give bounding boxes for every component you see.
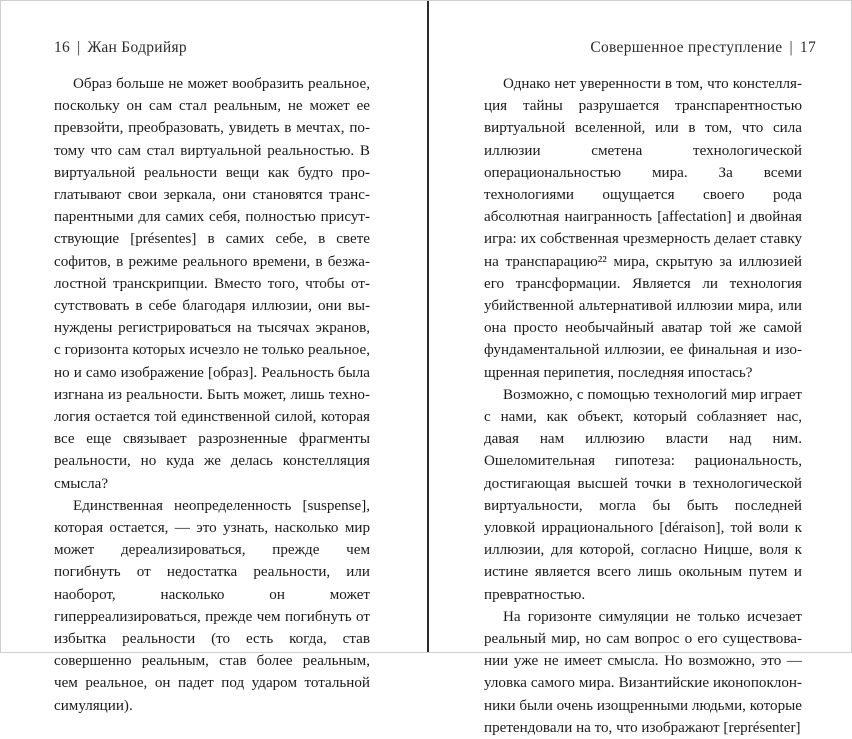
running-head-right bbox=[590, 39, 816, 57]
paragraph: На горизонте симуляции не только исчезает реальный мир, но сам вопрос о его существовании уже не имеет смысла. Но возможно, это — уловка самого мира. Византийские иконопоклонники были очень изощренными людьми, которые претендовали на то, что изображают [représenter] bbox=[484, 608, 802, 736]
running-head-left bbox=[54, 39, 187, 57]
page-body-right bbox=[484, 73, 802, 739]
page-number: 16 bbox=[54, 39, 71, 56]
page-number: 17 bbox=[799, 39, 816, 56]
page-body-left bbox=[54, 73, 370, 717]
author-name: Жан Бодрийяр bbox=[87, 39, 187, 56]
paragraph: Образ больше не может вообразить реальное, поскольку он сам стал реальным, не может ее превзойти, преобразовать, увидеть в мечтах, потому что сам стал виртуальной реальностью. В виртуальной реальности вещи как будто проглатывают свои зеркала, они становятся транспарентными для самих себя, полностью присутствующие [présentes] в самих себе, в свете софитов, в режиме реального времени, в безжалостной транскрипции. Вместо того, чтобы отсутствовать в себе благодаря иллюзии, они вынуждены регистрироваться на тысячах экранов, с горизонта которых исчезло не только реальное, но и само изображение [образ]. Реальность была изгнана из реальности. Быть может, лишь технология остается той единственной силой, которая все еще связывает разрозненные фрагменты реальности, но куда же делась констелляция смысла? bbox=[54, 76, 370, 492]
paragraph: Однако нет уверенности в том, что констелляция тайны разрушается транспарентностью виртуальной вселенной, или в том, что сила иллюзии сметена технологической операциональностью мира. За всеми технологиями ощущается своего рода абсолютная наигранность [affectation] и двойная игра: их собственная чрезмерность делает ставку на транспарацию²² мира, скрытую за иллюзией его трансформации. Является ли технология убийственной альтернативой иллюзии мира, или она просто необычайный аватар той же самой фундаментальной иллюзии, ее финальная и изощренная перипетия, последняя ипостась? bbox=[484, 76, 802, 381]
right-page bbox=[429, 1, 852, 736]
paragraph: Единственная неопределенность [suspense], которая остается, — это узнать, насколько мир может дереализироваться, прежде чем погибнуть от недостатка реальности, или наоборот, насколько он может гиперреализироваться, прежде чем погибнуть от избытка реальности (то есть когда, став совершенно реальным, став более реальным, чем реальное, он падет под ударом тотальной симуляции). bbox=[54, 497, 370, 714]
left-page bbox=[1, 1, 427, 714]
book-title: Совершенное преступление bbox=[590, 39, 783, 56]
paragraph: Возможно, с помощью технологий мир играет с нами, как объект, который соблазняет нас, давая нам иллюзию власти над ним. Ошеломительная гипотеза: рациональность, достигающая высшей точки в технологической виртуальности, могла бы быть последней уловкой иррационального [déraison], той воли к иллюзии, для которой, согласно Ницше, воля к истине является всего лишь окольным путем и превратностью. bbox=[484, 386, 802, 603]
header-separator: | bbox=[77, 39, 81, 56]
header-separator: | bbox=[789, 39, 793, 56]
